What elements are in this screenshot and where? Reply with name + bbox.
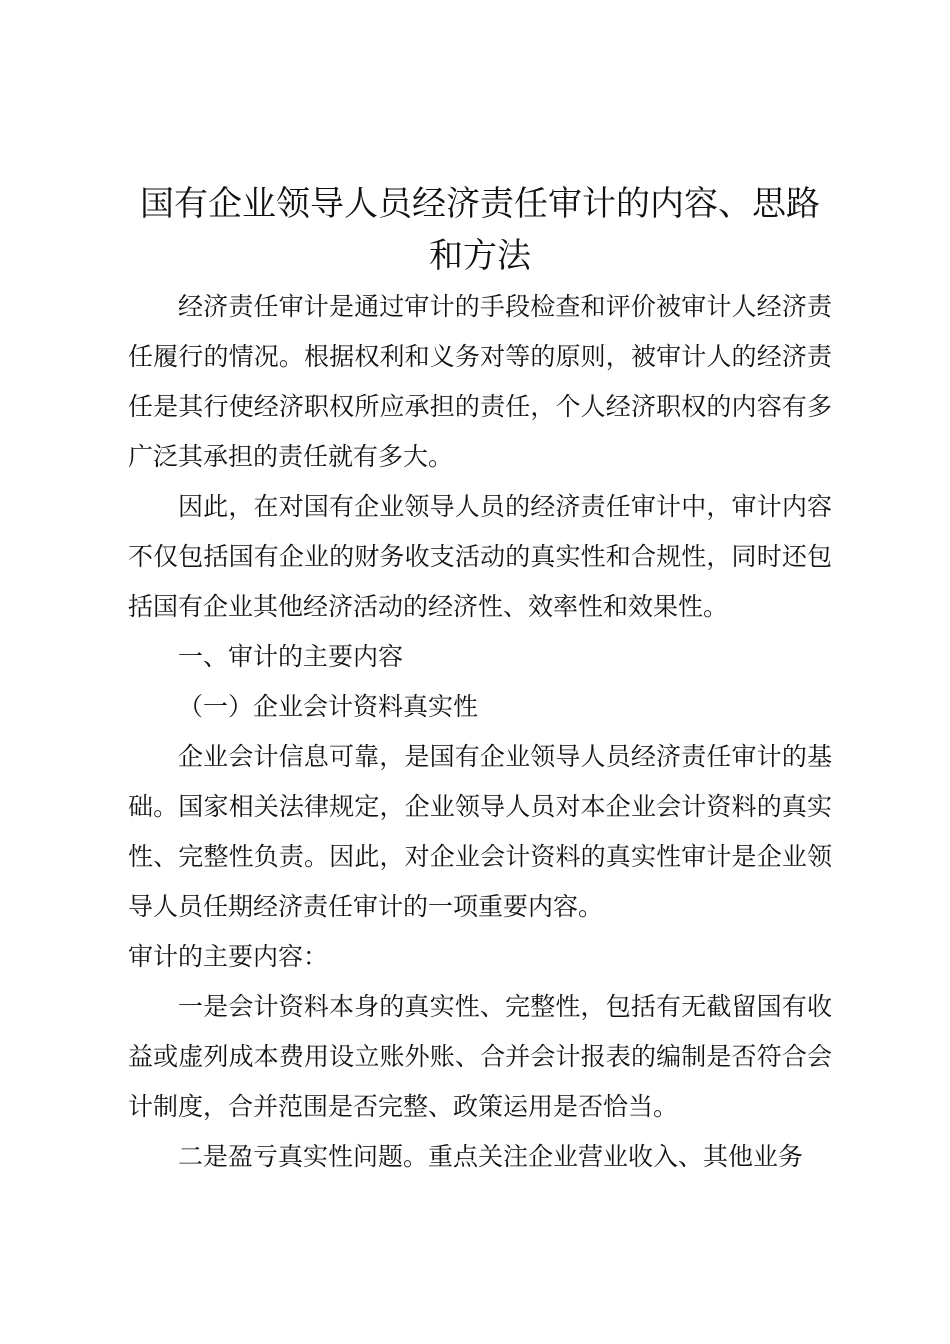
paragraph-point-one: 一是会计资料本身的真实性、完整性，包括有无截留国有收益或虚列成本费用设立账外账、合并会计报表的编制是否符合会计制度，合并范围是否完整、政策运用是否恰当。 bbox=[128, 992, 832, 1121]
paragraph-scope: 因此，在对国有企业领导人员的经济责任审计中，审计内容不仅包括国有企业的财务收支活动的真实性和合规性，同时还包括国有企业其他经济活动的经济性、效率性和效果性。 bbox=[128, 492, 832, 621]
paragraph-point-two: 二是盈亏真实性问题。重点关注企业营业收入、其他业务 bbox=[178, 1142, 804, 1171]
subsection-heading-1: （一）企业会计资料真实性 bbox=[178, 692, 479, 721]
paragraph-intro: 经济责任审计是通过审计的手段检查和评价被审计人经济责任履行的情况。根据权利和义务对等的原则，被审计人的经济责任是其行使经济职权所应承担的责任，个人经济职权的内容有多广泛其承担的责任就有多大。 bbox=[128, 292, 832, 471]
document-title: 国有企业领导人员经济责任审计的内容、思路和方法 bbox=[140, 184, 820, 276]
paragraph-accounting-basis: 企业会计信息可靠，是国有企业领导人员经济责任审计的基础。国家相关法律规定，企业领导人员对本企业会计资料的真实性、完整性负责。因此，对企业会计资料的真实性审计是企业领导人员任期经济责任审计的一项重要内容。 bbox=[128, 742, 832, 921]
section-heading-1: 一、审计的主要内容 bbox=[178, 642, 404, 671]
paragraph-audit-content-label: 审计的主要内容： bbox=[128, 942, 329, 971]
document-page bbox=[128, 178, 832, 1182]
